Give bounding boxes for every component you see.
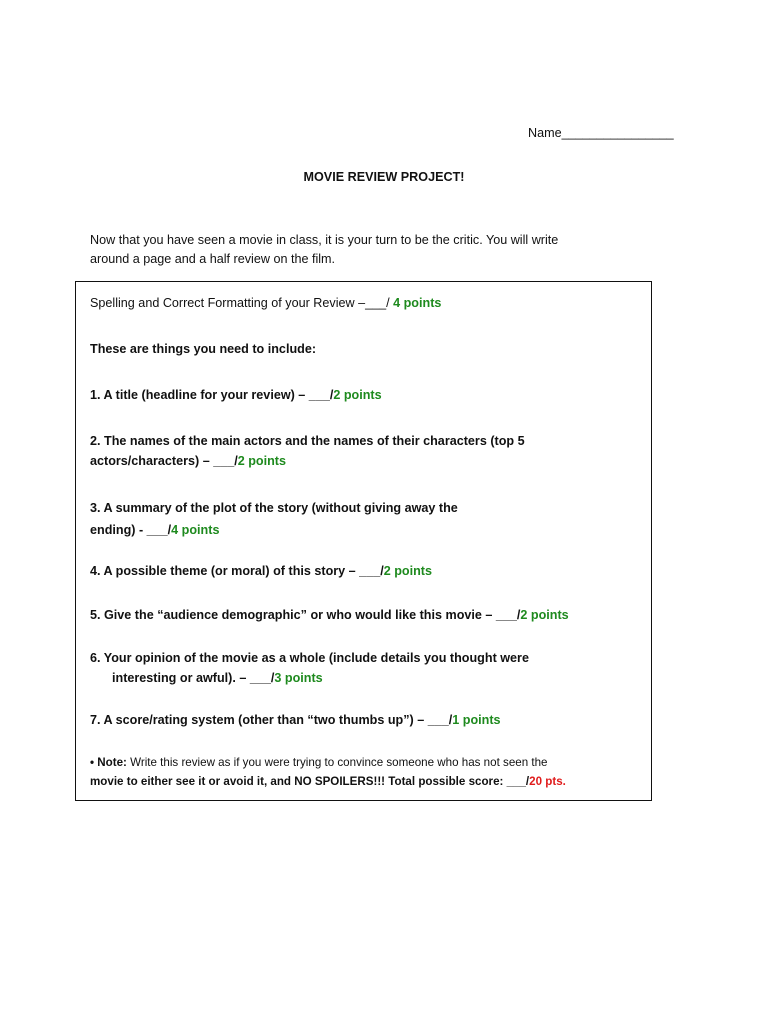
- item-3-line-1: 3. A summary of the plot of the story (without giving away the: [90, 501, 458, 515]
- item-2-line-1: 2. The names of the main actors and the names of their characters (top 5: [90, 434, 525, 448]
- item-4-points: 2 points: [383, 564, 432, 578]
- item-7-points: 1 points: [452, 713, 501, 727]
- intro-line-2: around a page and a half review on the film.: [90, 252, 336, 266]
- name-field[interactable]: Name________________: [528, 126, 674, 140]
- item-3-line-2: ending) - ___/: [90, 523, 172, 537]
- item-6-line-2: interesting or awful). – ___/: [112, 670, 275, 685]
- rubric-item-3: [90, 497, 640, 541]
- item-5-text: 5. Give the “audience demographic” or who would like this movie – ___/: [90, 608, 521, 622]
- rubric-box: [75, 281, 652, 801]
- spelling-points: 4 points: [393, 296, 442, 310]
- item-7-text: 7. A score/rating system (other than “two thumbs up”) – ___/: [90, 713, 453, 727]
- rubric-item-7: [90, 711, 640, 731]
- spelling-text: Spelling and Correct Formatting of your Review –___/: [90, 296, 394, 310]
- intro-paragraph: [90, 231, 630, 269]
- rubric-item-6: [90, 649, 640, 688]
- note-prefix: • Note:: [90, 756, 127, 769]
- intro-line-1: Now that you have seen a movie in class, it is your turn to be the critic. You will write: [90, 233, 559, 247]
- note-line-2: movie to either see it or avoid it, and NO SPOILERS!!! Total possible score: ___/: [90, 775, 530, 788]
- rubric-item-5: [90, 606, 640, 626]
- rubric-spelling: [90, 294, 640, 314]
- rubric-item-4: [90, 562, 640, 582]
- total-points: 20 pts.: [529, 775, 566, 788]
- page-title: MOVIE REVIEW PROJECT!: [303, 170, 465, 184]
- rubric-note: [90, 753, 640, 791]
- item-5-points: 2 points: [520, 608, 569, 622]
- item-4-text: 4. A possible theme (or moral) of this story – ___/: [90, 564, 384, 578]
- item-2-points: 2 points: [237, 453, 286, 468]
- note-line-1: Write this review as if you were trying to convince someone who has not seen the: [126, 756, 548, 769]
- rubric-item-1: [90, 386, 640, 406]
- item-6-points: 3 points: [274, 670, 323, 685]
- rubric-item-2: [90, 432, 640, 471]
- item-2-line-2: actors/characters) – ___/: [90, 453, 238, 468]
- item-3-points: 4 points: [171, 523, 220, 537]
- item-6-line-1: 6. Your opinion of the movie as a whole (include details you thought were: [90, 651, 529, 665]
- item-1-points: 2 points: [333, 388, 382, 402]
- item-1-text: 1. A title (headline for your review) – ___/: [90, 388, 334, 402]
- include-heading: These are things you need to include:: [90, 342, 317, 356]
